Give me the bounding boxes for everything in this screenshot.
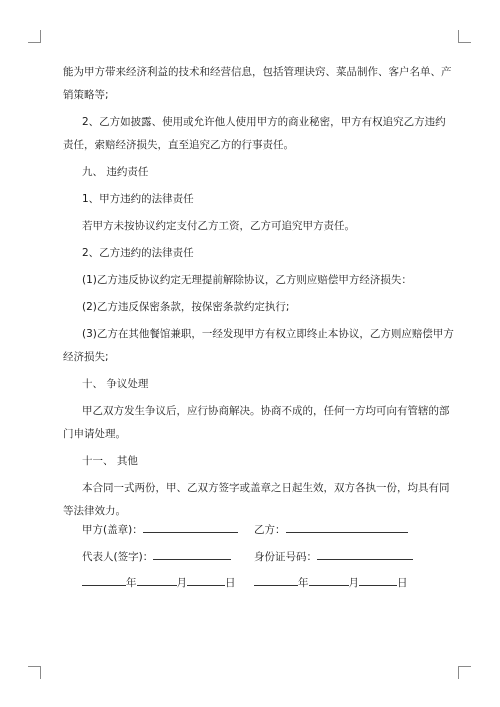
representative-signature — [82, 548, 231, 562]
day-blank[interactable] — [187, 574, 225, 586]
list-item: (3)乙方在其他餐馆兼职，一经发现甲方有权立即终止本协议，乙方则应赔偿甲方 — [82, 328, 454, 340]
crop-mark-bottom-left — [28, 666, 41, 679]
paragraph-line: 2、乙方如披露、使用或允许他人使用甲方的商业秘密，甲方有权追究乙方违约 — [82, 116, 446, 128]
representative-label: 代表人(签字)： — [82, 551, 154, 563]
paragraph-line: 责任，索赔经济损失，直至追究乙方的行事责任。 — [63, 139, 294, 151]
crop-mark-top-left — [28, 30, 41, 43]
party-a-date — [82, 574, 236, 588]
year-unit: 年 — [126, 577, 137, 589]
year-blank[interactable] — [82, 574, 126, 586]
month-unit: 月 — [176, 577, 187, 589]
party-b-label: 乙方： — [254, 524, 286, 536]
crop-mark-top-right — [458, 30, 471, 43]
id-number-blank[interactable] — [317, 548, 413, 560]
subsection-heading: 2、乙方违约的法律责任 — [82, 247, 194, 259]
crop-mark-bottom-right — [458, 666, 471, 679]
day-blank[interactable] — [359, 574, 397, 586]
party-b-date — [254, 574, 408, 588]
subsection-heading: 1、甲方违约的法律责任 — [82, 193, 194, 205]
month-blank[interactable] — [137, 574, 177, 586]
paragraph-line: 能为甲方带来经济利益的技术和经营信息，包括管理诀窍、菜品制作、客户名单、产 — [63, 66, 452, 78]
section-heading: 十一、 其他 — [82, 455, 138, 467]
party-a-label: 甲方(盖章)： — [82, 524, 143, 536]
section-heading: 九、 违约责任 — [82, 166, 149, 178]
list-item-continuation: 经济损失; — [63, 351, 109, 363]
document-body — [63, 66, 454, 518]
party-b-signature — [254, 521, 408, 535]
section-heading: 十、 争议处理 — [82, 378, 149, 390]
year-unit: 年 — [298, 577, 309, 589]
year-blank[interactable] — [254, 574, 298, 586]
id-number-label: 身份证号码： — [254, 551, 317, 563]
party-b-blank[interactable] — [286, 521, 408, 533]
representative-blank[interactable] — [153, 548, 231, 560]
paragraph-line: 门申请处理。 — [63, 428, 126, 440]
party-a-blank[interactable] — [143, 521, 238, 533]
paragraph-line: 本合同一式两份，甲、乙双方签字或盖章之日起生效，双方各执一份，均具有同 — [82, 482, 450, 494]
day-unit: 日 — [397, 577, 408, 589]
paragraph-line: 甲乙双方发生争议后，应行协商解决。协商不成的，任何一方均可向有管辖的部 — [82, 405, 450, 417]
paragraph-line: 等法律效力。 — [63, 505, 126, 517]
paragraph-line: 若甲方未按协议约定支付乙方工资，乙方可追究甲方责任。 — [82, 220, 355, 232]
month-unit: 月 — [348, 577, 359, 589]
list-item: (1)乙方违反协议约定无理提前解除协议，乙方则应赔偿甲方经济损失： — [82, 274, 412, 286]
paragraph-line: 销策略等; — [63, 89, 109, 101]
list-item: (2)乙方违反保密条款，按保密条款约定执行; — [82, 301, 290, 313]
id-number-field — [254, 548, 413, 562]
month-blank[interactable] — [309, 574, 349, 586]
day-unit: 日 — [225, 577, 236, 589]
party-a-signature — [82, 521, 238, 535]
